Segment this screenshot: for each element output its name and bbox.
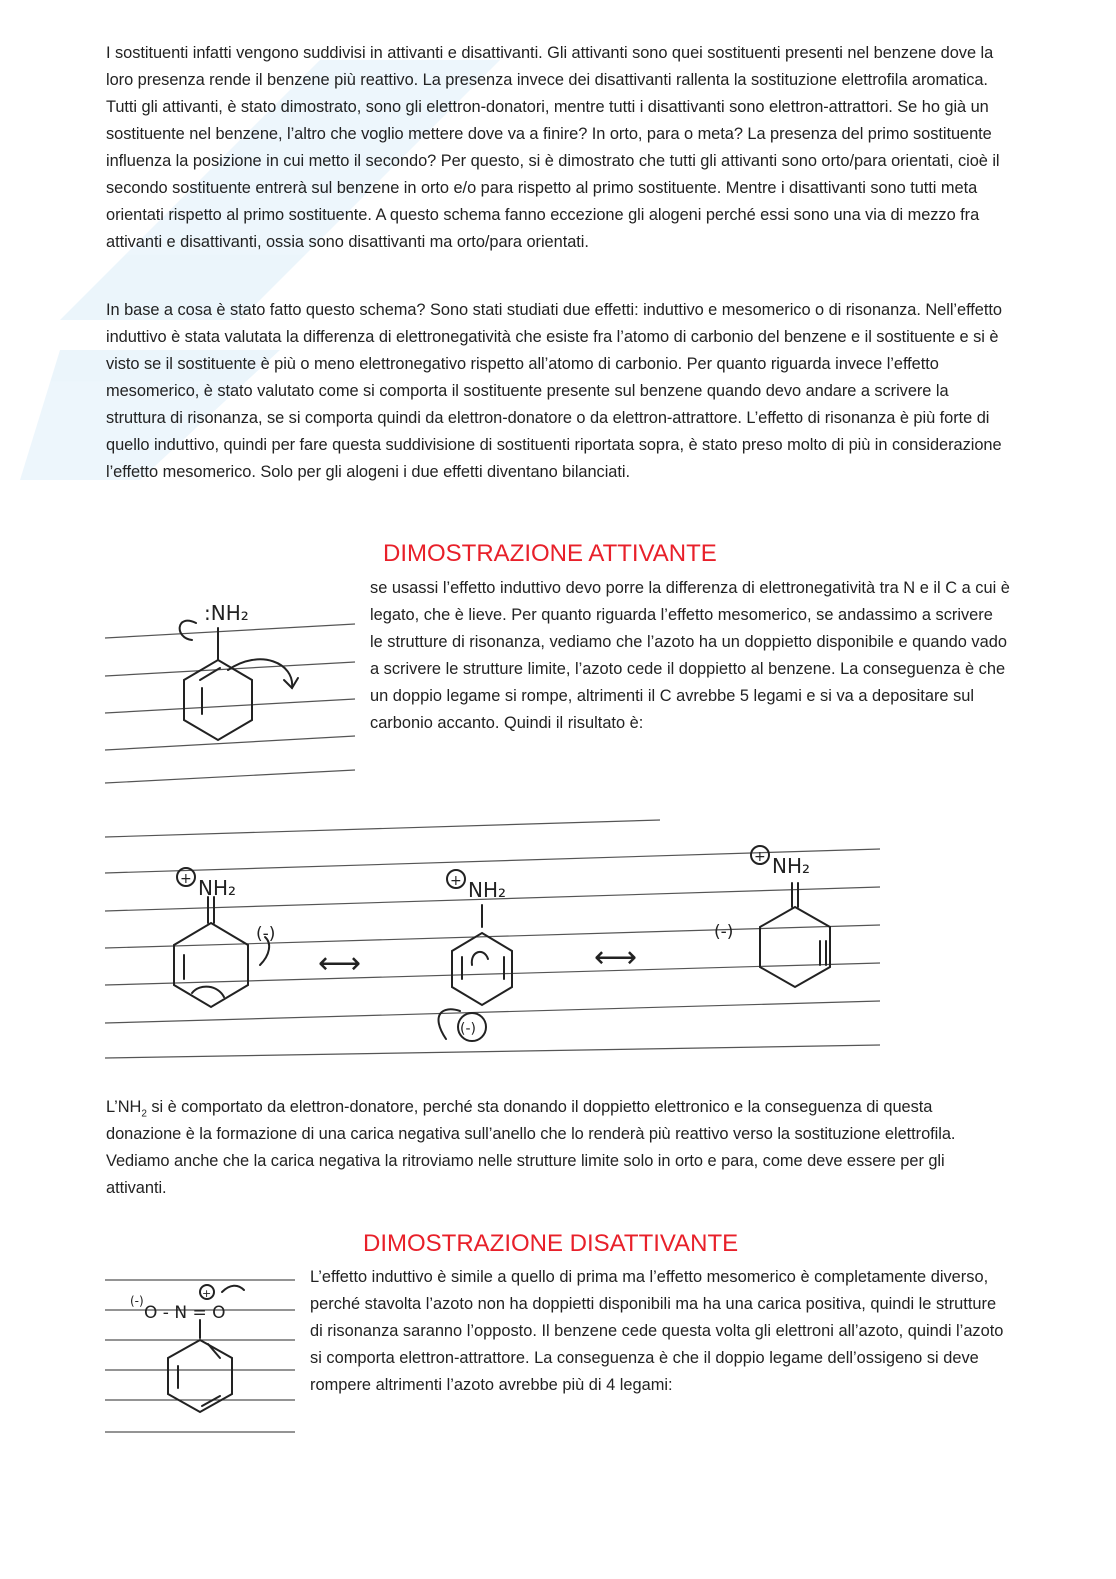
minus-charge-3: (-) (714, 922, 734, 942)
aniline-label: :NH₂ (204, 601, 249, 625)
heading-attivante: DIMOSTRAZIONE ATTIVANTE (383, 540, 717, 567)
resonance-label-2: NH₂ (468, 878, 507, 902)
minus-charge-2: (-) (460, 1021, 476, 1037)
heading-disattivante: DIMOSTRAZIONE DISATTIVANTE (363, 1230, 739, 1257)
sketch-aniline (100, 588, 360, 788)
paragraph-nh2: $L’NH_2$ si è comportato da elettron-donatore, perché sta donando il doppietto elettronico e la conseguenza di questa donazione è la formazione di una carica negativa sull’anello che lo renderà più reattivo verso la sostituzione elettrofila. Vediamo anche che la carica negativa la ritroviamo nelle strutture limite solo in orto e para, come deve essere per gli attivanti. (106, 1098, 956, 1197)
sketch-nitro (100, 1270, 300, 1445)
plus-sign-2: + (450, 873, 462, 889)
nitro-plus: + (202, 1287, 212, 1300)
resonance-arrow-2: ⟷ (594, 940, 638, 975)
text-disattivante: L’effetto induttivo è simile a quello di prima ma l’effetto mesomerico è completamente diverso, perché stavolta l’azoto non ha doppietti disponibili ma ha una carica positiva, quindi le strutture di risonanza saranno l’opposto. Il benzene cede questa volta gli elettroni all’azoto, quindi l’azoto si comporta elettron-attrattore. La conseguenza è che il doppio legame dell’ossigeno si deve rompere altrimenti l’azoto avrebbe più di 4 legami: (310, 1268, 1004, 1394)
resonance-arrow-1: ⟷ (318, 946, 362, 981)
text-attivante: se usassi l’effetto induttivo devo porre la differenza di elettronegatività tra N e il C a cui è legato, che è lieve. Per quanto riguarda l’effetto mesomerico, se andassimo a scrivere le strutture di risonanza, vediamo che l’azoto ha un doppietto disponibile e quando vado a scrivere le strutture limite, l’azoto cede il doppietto al benzene. La conseguenza è che un doppio legame si rompe, altrimenti il C avrebbe 5 legami e si va a depositare sul carbonio accanto. Quindi il risultato è: (370, 579, 1010, 732)
resonance-label-1: NH₂ (198, 876, 237, 900)
plus-sign: + (180, 871, 192, 887)
sketch-resonance (100, 815, 890, 1065)
nitro-label: O - N = O (144, 1303, 226, 1323)
plus-sign-3: + (754, 849, 766, 865)
paragraph-effetti: In base a cosa è stato fatto questo schema? Sono stati studiati due effetti: induttivo e mesomerico o di risonanza. Nell’effetto induttivo è stata valutata la differenza di elettronegatività che esiste fra l’atomo di carbonio del benzene e il sostituente e si è visto se il sostituente è più o meno elettronegativo rispetto all’atomo di carbonio. Per quanto riguarda invece l’effetto mesomerico, è stato valutato come si comporta il sostituente presente sul benzene quando devo andare a scrivere la struttura di risonanza, se si comporta quindi da elettron-donatore o da elettron-attrattore. L’effetto di risonanza è più forte di quello induttivo, quindi per fare questa suddivisione di sostituenti riportata sopra, è stato preso molto di più in considerazione l’effetto mesomerico. Solo per gli alogeni i due effetti diventano bilanciati. (106, 301, 1002, 481)
nitro-minus: (-) (130, 1294, 144, 1308)
resonance-label-3: NH₂ (772, 854, 811, 878)
minus-charge-1: (-) (256, 924, 276, 944)
paragraph-sostituenti: I sostituenti infatti vengono suddivisi in attivanti e disattivanti. Gli attivanti sono quei sostituenti presenti nel benzene dove la loro presenza rende il benzene più reattivo. La presenza invece dei disattivanti rallenta la sostituzione elettrofila aromatica. Tutti gli attivanti, è stato dimostrato, sono gli elettron-donatori, mentre tutti i disattivanti sono elettron-attrattori. Se ho già un sostituente nel benzene, l’altro che voglio mettere dove va a finire? In orto, para o meta? La presenza del primo sostituente influenza la posizione in cui metto il secondo? Per questo, si è dimostrato che tutti gli attivanti sono orto/para orientati, cioè il secondo sostituente entrerà sul benzene in orto e/o para rispetto al primo sostituente. Mentre i disattivanti sono tutti meta orientati rispetto al primo sostituente. A questo schema fanno eccezione gli alogeni perché essi sono una via di mezzo fra attivanti e disattivanti, ossia sono disattivanti ma orto/para orientati. (106, 44, 1000, 251)
